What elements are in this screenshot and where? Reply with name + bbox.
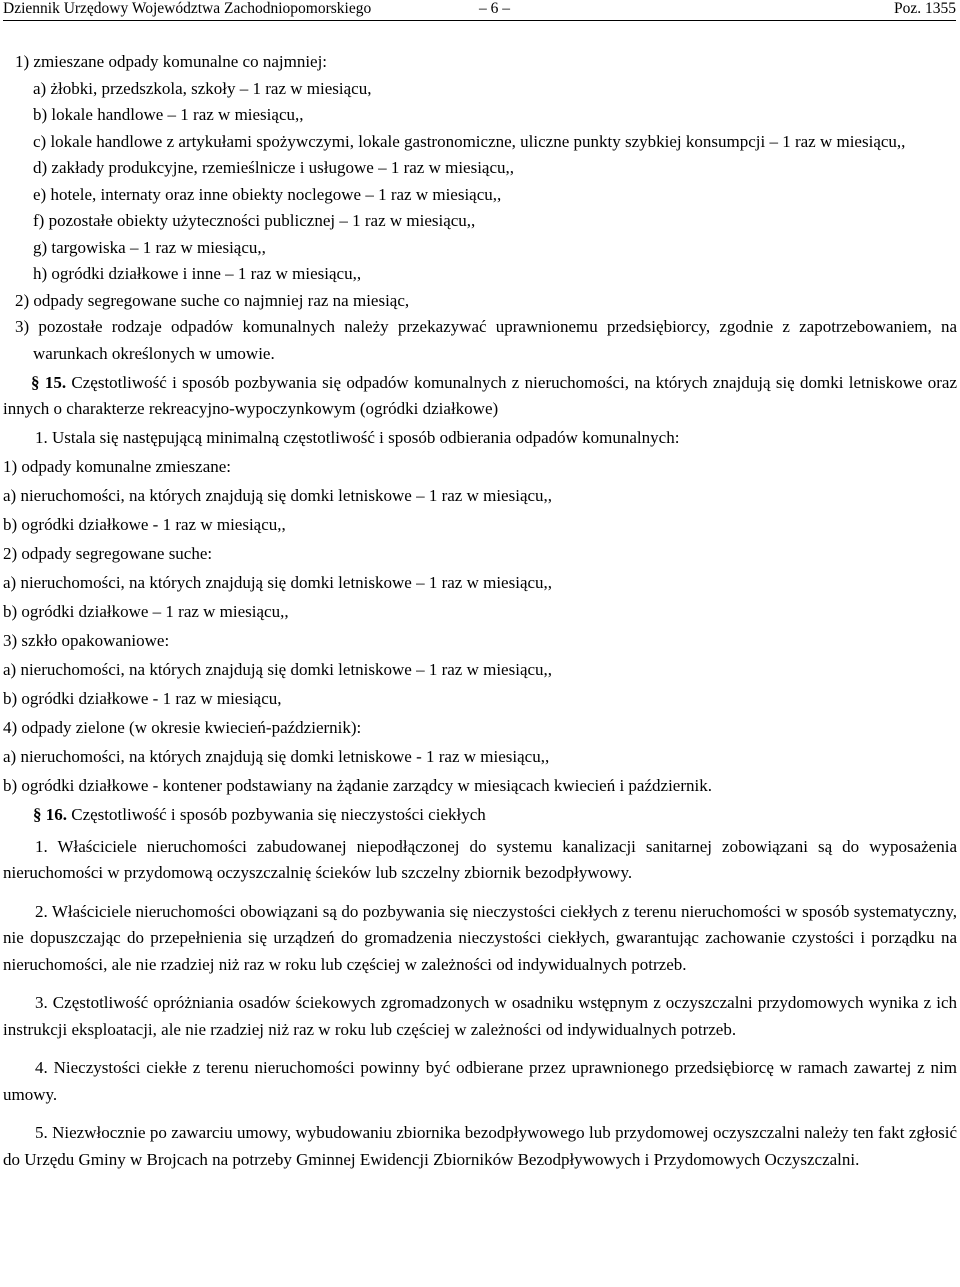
list-item: 2) odpady segregowane suche co najmniej raz na miesiąc, [15,290,410,310]
paragraph-16-heading [3,802,957,829]
paragraph-text: Częstotliwość i sposób pozbywania się odpadów komunalnych z nieruchomości, na których znajdują się domki letniskowe oraz innych o charakterze rekreacyjno-wypoczynkowym (ogródki działkowe) [3,372,958,418]
list-item: h) ogródki działkowe i inne – 1 raz w miesiącu,, [33,264,362,283]
list-item-text: c) lokale handlowe z artykułami spożywczymi, lokale gastronomiczne, uliczne punkty szybkiej konsumpcji – 1 raz w miesiącu,, [33,131,906,151]
position-number: Poz. 1355 [894,0,956,17]
list-item: b) ogródki działkowe - kontener podstawiany na żądanie zarządcy w miesiącach kwiecień i październik. [3,776,712,795]
list-item: b) ogródki działkowe - 1 raz w miesiącu, [3,689,282,708]
list-item: f) pozostałe obiekty użyteczności publicznej – 1 raz w miesiącu,, [33,211,476,230]
list-item: a) żłobki, przedszkola, szkoły – 1 raz w miesiącu, [33,78,372,98]
paragraph: 2. Właściciele nieruchomości obowiązani są do pozbywania się nieczystości ciekłych z terenu nieruchomości w sposób systematyczny, nie dopuszczając do przepełnienia się urządzeń do gromadzenia nieczystości ciekłych, gwarantując zachowanie czystości i porządku na nieruchomości, ale nie rzadziej niż raz w roku lub częściej w zależności od indywidualnych potrzeb. [3,901,957,974]
list-item: 2) odpady segregowane suche: [3,544,213,563]
list-item: 1) zmieszane odpady komunalne co najmniej: [15,52,328,71]
paragraph-number: § 15. [31,372,67,392]
list-item-text: 3) pozostałe rodzaje odpadów komunalnych należy przekazywać uprawnionemu przedsiębiorcy, zgodnie z zapotrzebowaniem, na warunkach określonych w umowie. [15,317,957,363]
paragraph: 1. Ustala się następującą minimalną częstotliwość i sposób odbierania odpadów komunalnych: [35,428,680,447]
paragraph: 5. Niezwłocznie po zawarciu umowy, wybudowaniu zbiornika bezodpływowego lub przydomowej oczyszczalni należy ten fakt zgłosić do Urzędu Gminy w Brojcach na potrzeby Gminnej Ewidencji Zbiorników Bezodpływowych i Przydomowych Oczyszczalni. [3,1123,957,1169]
paragraph-15-heading [3,370,957,423]
list-item: d) zakłady produkcyjne, rzemieślnicze i usługowe – 1 raz w miesiącu,, [33,158,515,177]
list-item: b) ogródki działkowe – 1 raz w miesiącu,, [3,602,289,621]
list-item: a) nieruchomości, na których znajdują się domki letniskowe – 1 raz w miesiącu,, [3,573,553,592]
list-item: e) hotele, internaty oraz inne obiekty noclegowe – 1 raz w miesiącu,, [33,184,502,204]
list-item: a) nieruchomości, na których znajdują się domki letniskowe – 1 raz w miesiącu,, [3,660,553,679]
document-body [3,49,957,1173]
list-item: a) nieruchomości, na których znajdują się domki letniskowe - 1 raz w miesiącu,, [3,747,550,766]
paragraph-text: Częstotliwość i sposób pozbywania się nieczystości ciekłych [67,805,486,824]
paragraph: 3. Częstotliwość opróżniania osadów ściekowych zgromadzonych w osadniku wstępnym z oczyszczalni przydomowych wynika z ich instrukcji eksploatacji, ale nie rzadziej niż raz w roku lub częściej w zależności od indywidualnych potrzeb. [3,993,957,1039]
journal-title: Dziennik Urzędowy Województwa Zachodniopomorskiego [3,0,372,17]
list-item: b) lokale handlowe – 1 raz w miesiącu,, [33,105,304,124]
list-item: 3) szkło opakowaniowe: [3,631,170,650]
list-item: 1) odpady komunalne zmieszane: [3,457,232,476]
list-item: g) targowiska – 1 raz w miesiącu,, [33,237,266,257]
page-header [3,0,956,21]
paragraph-number: § 16. [33,805,67,824]
list-item: 4) odpady zielone (w okresie kwiecień-październik): [3,718,362,737]
paragraph: 4. Nieczystości ciekłe z terenu nieruchomości powinny być odbierane przez uprawnionego przedsiębiorcę w ramach zawartej z nim umowy. [3,1058,957,1104]
page-number: – 6 – [479,0,510,17]
list-item: b) ogródki działkowe - 1 raz w miesiącu,, [3,515,286,534]
list-item [3,129,957,156]
list-item [3,314,957,367]
list-item: a) nieruchomości, na których znajdują się domki letniskowe – 1 raz w miesiącu,, [3,486,553,505]
paragraph: 1. Właściciele nieruchomości zabudowanej niepodłączonej do systemu kanalizacji sanitarnej zobowiązani są do wyposażenia nieruchomości w przydomową oczyszczalnię ścieków lub szczelny zbiornik bezodpływowy. [3,836,957,882]
